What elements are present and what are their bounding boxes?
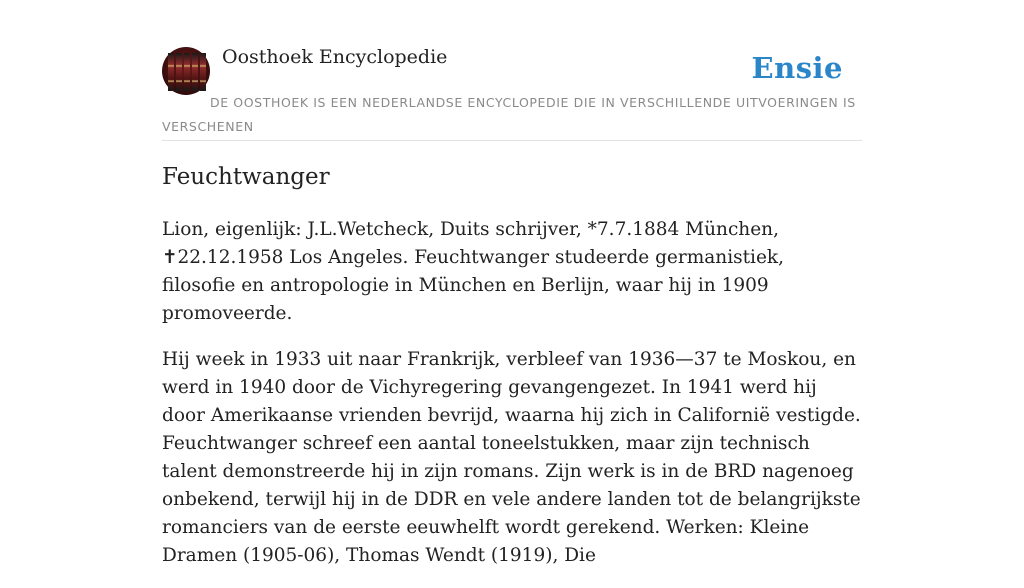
book-spine-graphic: [168, 53, 174, 91]
book-spine-graphic: [176, 53, 182, 91]
book-spine-graphic: [200, 53, 206, 91]
publication-tagline: DE OOSTHOEK IS EEN NEDERLANDSE ENCYCLOPEDIE DIE IN VERSCHILLENDE UITVOERINGEN IS VERSCHENEN: [162, 95, 856, 134]
article-paragraph: Lion, eigenlijk: J.L.Wetcheck, Duits schrijver, *7.7.1884 München, ✝22.12.1958 Los Angeles. Feuchtwanger studeerde germanistiek, filosofie en antropologie in München en Berlijn, waar hij in 1909 promoveerde.: [162, 219, 784, 324]
article-title: Feuchtwanger: [162, 164, 330, 190]
article-paragraph: Hij week in 1933 uit naar Frankrijk, verbleef van 1936—37 te Moskou, en werd in 1940 door de Vichyregering gevangengezet. In 1941 werd hij door Amerikaanse vrienden bevrijd, waarna hij zich in Californië vestigde. Feuchtwanger schreef een aantal toneelstukken, maar zijn technisch talent demonstreerde hij in zijn romans. Zijn werk is in de BRD nagenoeg onbekend, terwijl hij in de DDR en vele andere landen tot de belangrijkste romanciers van de eerste eeuwhelft wordt gerekend. Werken: Kleine Dramen (1905-06), Thomas Wendt (1919), Die: [162, 349, 861, 566]
ensie-logo-link[interactable]: Ensie: [751, 51, 843, 85]
book-spine-graphic: [184, 53, 190, 91]
publication-name-link[interactable]: Oosthoek Encyclopedie: [222, 46, 448, 68]
article-body: [162, 216, 862, 588]
book-spine-graphic: [192, 53, 198, 91]
page-container: [162, 0, 862, 566]
publication-header: [162, 0, 862, 141]
publication-avatar[interactable]: [162, 47, 210, 95]
